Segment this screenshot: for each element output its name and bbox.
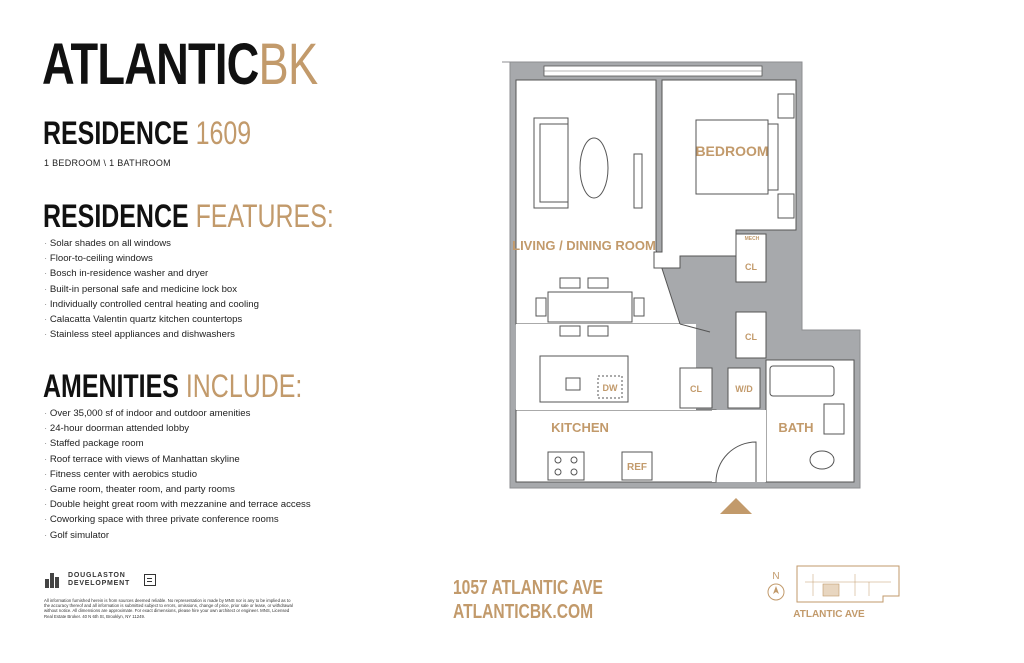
- list-item: · Solar shades on all windows: [44, 236, 259, 251]
- kitchen-area: [516, 410, 716, 482]
- features-list: [44, 236, 259, 342]
- equal-housing-icon: [144, 574, 156, 586]
- developer-mark-icon: [45, 573, 62, 588]
- label-closet-3: CL: [690, 384, 702, 394]
- list-item: · Staffed package room: [44, 436, 311, 451]
- label-bedroom: BEDROOM: [695, 143, 769, 159]
- amenities-list: [44, 406, 311, 543]
- north-label: N: [772, 571, 780, 582]
- label-closet-1: CL: [745, 262, 757, 272]
- dining-table: [548, 292, 632, 322]
- label-mechanical: MECH: [744, 236, 760, 242]
- list-item: · Individually controlled central heating and cooling: [44, 297, 259, 312]
- residence-title: [43, 117, 251, 149]
- list-item: · Golf simulator: [44, 528, 311, 543]
- developer-line2: DEVELOPMENT: [68, 580, 131, 587]
- list-item: · Calacatta Valentin quartz kitchen countertops: [44, 312, 259, 327]
- residence-number: 1609: [195, 115, 252, 151]
- developer-logo: [45, 572, 156, 588]
- stove: [548, 452, 584, 480]
- residence-subtitle: 1 BEDROOM \ 1 BATHROOM: [44, 158, 171, 168]
- developer-name: [68, 572, 130, 588]
- features-heading: [43, 200, 334, 232]
- list-item: · Stainless steel appliances and dishwashers: [44, 327, 259, 342]
- list-item: · Fitness center with aerobics studio: [44, 467, 311, 482]
- features-title-light: FEATURES:: [195, 198, 334, 234]
- amenities-title-bold: AMENITIES: [43, 368, 179, 404]
- label-kitchen: KITCHEN: [551, 420, 609, 435]
- list-item: · Roof terrace with views of Manhattan skyline: [44, 452, 311, 467]
- unit-highlight: [823, 584, 839, 596]
- list-item: · Over 35,000 sf of indoor and outdoor amenities: [44, 406, 311, 421]
- list-item: · 24-hour doorman attended lobby: [44, 421, 311, 436]
- residence-label: RESIDENCE: [43, 115, 189, 151]
- label-living: LIVING / DINING ROOM: [512, 238, 656, 253]
- label-washer-dryer: W/D: [735, 384, 753, 394]
- list-item: · Double height great room with mezzanine and terrace access: [44, 497, 311, 512]
- address-street: 1057 ATLANTIC AVE: [453, 577, 603, 599]
- amenities-title-light: INCLUDE:: [185, 368, 303, 404]
- entry-arrow-icon: [720, 498, 752, 514]
- list-item: · Bosch in-residence washer and dryer: [44, 266, 259, 281]
- list-item: · Coworking space with three private conference rooms: [44, 512, 311, 527]
- toilet: [810, 451, 834, 469]
- kitchen-island: [540, 356, 628, 402]
- list-item: · Built-in personal safe and medicine lock box: [44, 282, 259, 297]
- address-website: ATLANTICBK.COM: [453, 601, 594, 623]
- key-plan: [765, 562, 905, 624]
- disclaimer-text: All information furnished herein is from sources deemed reliable. No representation is made by MNS nor is any to be implied as to the accuracy thereof and all information is submitted subject to errors, omissions, change of price, prior sale or lease, or withdrawal without notice. All dimensions are approximate. For exact dimensions, please hire your own architect or engineer. MNS, Licensed Real Estate Broker. 40 N 6th St, Brooklyn, NY 11249.: [44, 598, 293, 619]
- floorplan: [500, 60, 870, 520]
- list-item: · Floor-to-ceiling windows: [44, 251, 259, 266]
- label-refrigerator: REF: [627, 462, 647, 473]
- list-item: · Game room, theater room, and party rooms: [44, 482, 311, 497]
- brand-accent: BK: [258, 32, 318, 97]
- label-bath: BATH: [778, 420, 814, 435]
- bathtub: [770, 366, 834, 396]
- label-closet-2: CL: [745, 332, 757, 342]
- street-label: ATLANTIC AVE: [793, 609, 865, 620]
- brand-logo: [42, 32, 318, 97]
- sink: [566, 378, 580, 390]
- coffee-table: [580, 138, 608, 198]
- nightstand: [778, 94, 794, 118]
- label-dishwasher: DW: [602, 383, 618, 393]
- building-outline: [797, 566, 899, 602]
- developer-line1: DOUGLASTON: [68, 572, 126, 579]
- features-title-bold: RESIDENCE: [43, 198, 189, 234]
- brand-main: ATLANTIC: [42, 32, 259, 97]
- amenities-heading: [43, 370, 302, 402]
- tv-console: [634, 154, 642, 208]
